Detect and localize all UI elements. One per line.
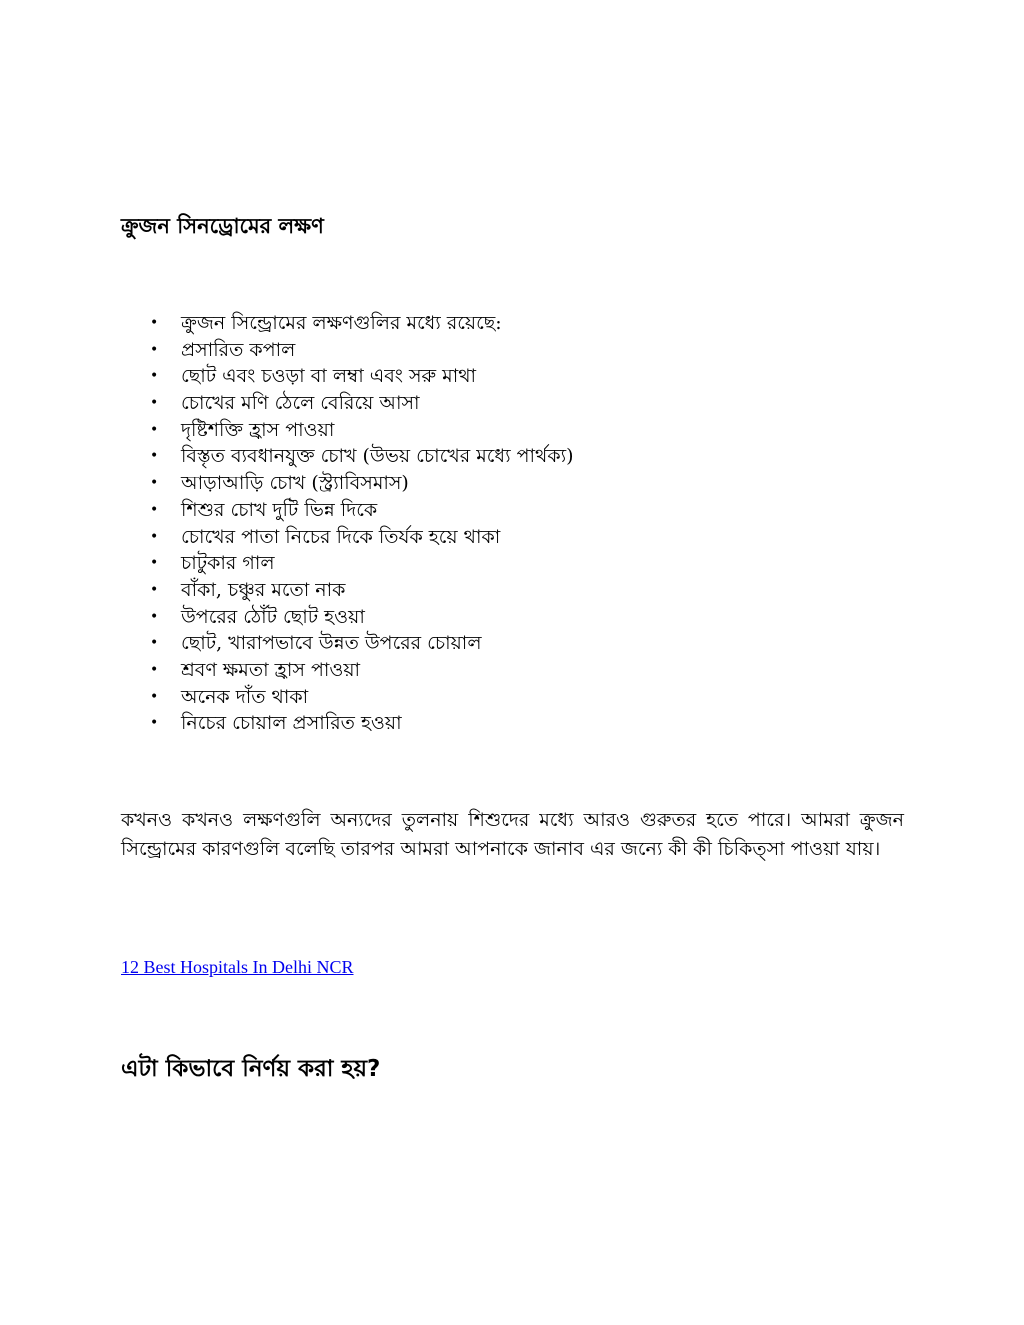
list-item-text: প্রসারিত কপাল	[181, 338, 296, 361]
list-item-text: চোখের পাতা নিচের দিকে তির্যক হয়ে থাকা	[181, 525, 501, 548]
bullet-icon: •	[150, 715, 159, 732]
bullet-icon: •	[150, 688, 159, 705]
list-item	[150, 684, 850, 711]
list-item	[150, 417, 850, 444]
bullet-icon: •	[150, 635, 159, 652]
list-item-text: চোখের মণি ঠেলে বেরিয়ে আসা	[181, 392, 420, 415]
bullet-icon: •	[150, 581, 159, 598]
bullet-icon: •	[150, 395, 159, 412]
list-item	[150, 337, 850, 364]
bullet-icon: •	[150, 475, 159, 492]
list-item	[150, 710, 850, 737]
bullet-icon: •	[150, 555, 159, 572]
list-item-text: ক্রুজন সিন্ড্রোমের লক্ষণগুলির মধ্যে রয়েছে:	[181, 312, 502, 334]
bullet-icon: •	[150, 501, 159, 518]
bullet-icon: •	[150, 341, 159, 358]
list-item	[150, 630, 850, 657]
list-item-text: ছোট, খারাপভাবে উন্নত উপরের চোয়াল	[181, 632, 482, 655]
list-item	[150, 363, 850, 390]
list-item-text: শ্রবণ ক্ষমতা হ্রাস পাওয়া	[181, 658, 361, 681]
list-item	[150, 657, 850, 684]
list-item-text: চাটুকার গাল	[181, 552, 275, 575]
bullet-icon: •	[150, 448, 159, 465]
symptoms-heading: ক্রুজন সিনড্রোমের লক্ষণ	[121, 214, 324, 238]
list-item	[150, 443, 850, 470]
hospitals-link[interactable]: 12 Best Hospitals In Delhi NCR	[121, 957, 354, 977]
list-item-text: নিচের চোয়াল প্রসারিত হওয়া	[181, 712, 402, 735]
list-item	[150, 604, 850, 631]
list-item	[150, 310, 850, 337]
list-item-text: বাঁকা, চঞ্চুর মতো নাক	[181, 578, 346, 601]
bullet-icon: •	[150, 421, 159, 438]
list-item-text: ছোট এবং চওড়া বা লম্বা এবং সরু মাথা	[181, 365, 477, 388]
list-item	[150, 577, 850, 604]
list-item	[150, 497, 850, 524]
bullet-icon: •	[150, 608, 159, 625]
list-item-text: উপরের ঠোঁট ছোট হওয়া	[181, 605, 365, 628]
list-item	[150, 470, 850, 497]
body-paragraph: কখনও কখনও লক্ষণগুলি অন্যদের তুলনায় শিশুদের মধ্যে আরও গুরুতর হতে পারে। আমরা ক্রুজন সিন্ড্রোমের কারণগুলি বলেছি তারপর আমরা আপনাকে জানাব এর জন্যে কী কী চিকিত্সা পাওয়া যায়।	[121, 809, 904, 860]
bullet-icon: •	[150, 661, 159, 678]
bullet-icon: •	[150, 315, 159, 331]
diagnosis-heading: এটা কিভাবে নির্ণয় করা হয়?	[121, 1056, 381, 1082]
bullet-icon: •	[150, 528, 159, 545]
list-item	[150, 390, 850, 417]
list-item-text: অনেক দাঁত থাকা	[181, 685, 309, 708]
list-item-text: বিস্তৃত ব্যবধানযুক্ত চোখ (উভয় চোখের মধ্যে পার্থক্য)	[181, 445, 574, 468]
list-item-text: দৃষ্টিশক্তি হ্রাস পাওয়া	[181, 418, 335, 441]
list-item	[150, 550, 850, 577]
bullet-icon: •	[150, 368, 159, 385]
symptoms-list	[150, 310, 850, 737]
list-item-text: শিশুর চোখ দুটি ভিন্ন দিকে	[181, 498, 378, 521]
list-item-text: আড়াআড়ি চোখ (স্ট্র্যাবিসমাস)	[181, 472, 409, 495]
list-item	[150, 524, 850, 551]
